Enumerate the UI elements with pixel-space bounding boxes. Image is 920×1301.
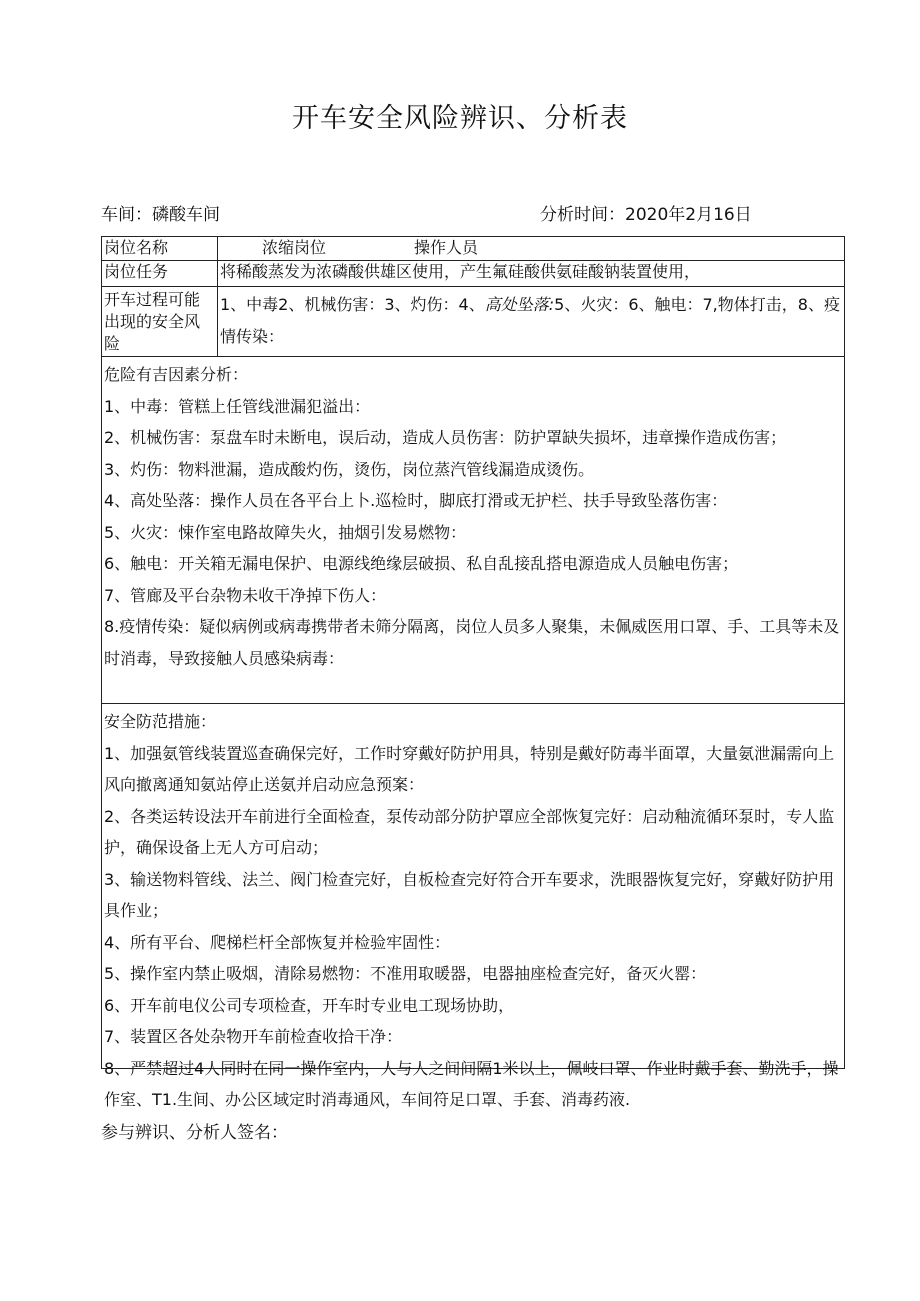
post-task-value: 将稀酸蒸发为浓磷酸供雄区使用，产生氟硅酸供氨硅酸钠装置使用， (220, 262, 701, 281)
risk-label: 开车过程可能出现的安全风险 (102, 287, 218, 356)
post-name-value: 浓缩岗位 (262, 238, 327, 257)
signature-label: 参与辨识、分析人签名： (101, 1123, 288, 1143)
list-item: 1、加强氨管线装置巡查确保完好，工作时穿戴好防护用具，特别是戴好防毒半面罩，大量氨泄漏需向上风向撤离通知氨站停止送氨并启动应急预案： (104, 743, 835, 794)
list-item: 2、各类运转设法开车前进行全面检查，泵传动部分防护罩应全部恢复完好：启动釉流循环泵时，专人监护，确保设备上无人方可启动； (104, 806, 835, 857)
list-item: 6、开车前电仪公司专项检查，开车时专业电工现场协助， (104, 995, 515, 1015)
row-post-name (102, 237, 844, 261)
post-name-cell (218, 237, 844, 260)
safety-heading: 安全防范措施： (104, 712, 217, 731)
list-item: 5、操作室内禁止吸烟，清除易燃物：不准用取暖器，电器抽座检查完好，备灭火罂： (104, 964, 707, 983)
list-item: 7、管廊及平台杂物未收干净掉下伤人： (104, 585, 387, 605)
list-item: 5、火灾：悚作室电路故障失火，抽烟引发易燃物： (104, 522, 467, 542)
list-item: 3、输送物料管线、法兰、阀门检查完好，自板检查完好符合开车要求，洗眼器恢复完好，穿戴好防护用具作业； (104, 869, 835, 920)
list-item: 1、中毒：管糕上任管线泄漏犯溢出： (104, 396, 371, 416)
list-item: 8、严禁超过4人同时在同一操作室内，人与人之间间隔1米以上，佩岐口罩、作业时戴手套、勤洗手，操作室、T1.生间、办公区域定时消毒通风，车间符足口罩、手套、消毒药液. (104, 1058, 839, 1109)
list-item: 7、装置区各处杂物开车前检查收拾干净： (104, 1027, 403, 1046)
workshop-label: 车间：磷酸车间 (101, 205, 220, 225)
post-name-label: 岗位名称 (102, 237, 218, 260)
hazard-heading: 危险有吉因素分析： (104, 365, 249, 384)
page-title: 开车安全风险辨识、分析表 (292, 103, 628, 134)
risk-value-italic: 高处坠落: (484, 295, 555, 314)
risk-analysis-table (101, 236, 845, 1109)
list-item: 4、所有平台、爬梯栏杆全部恢复并检验牢固性： (104, 932, 451, 952)
hazard-section (102, 357, 844, 703)
list-item: 2、机械伤害：泵盘车时未断电，误后动，造成人员伤害：防护罩缺失损坏，违章操作造成伤害； (104, 428, 787, 447)
analysis-time: 分析时间：2020年2月16日 (540, 205, 752, 225)
risk-value (218, 287, 844, 356)
operator-label: 操作人员 (414, 238, 479, 257)
list-item: 8.疫情传染：疑似病例或病毒携带者未筛分隔离，岗位人员多人聚集，未佩威医用口罩、手、工具等未及时消毒，导致接触人员感染病毒： (104, 617, 840, 668)
safety-section (102, 704, 844, 1109)
row-hazard (102, 357, 844, 704)
risk-value-part-b: 5、火灾：6、触电：7,物体打击，8、疫情传染： (220, 295, 840, 346)
post-task-label: 岗位任务 (102, 261, 218, 286)
row-post-task (102, 261, 844, 287)
list-item: 4、高处坠落：操作人员在各平台上卜.巡检时，脚底打滑或无护栏、扶手导致坠落伤害： (104, 491, 728, 510)
list-item: 6、触电：开关箱无漏电保护、电源线绝缘层破损、私自乱接乱搭电源造成人员触电伤害； (104, 554, 739, 573)
row-safety (102, 704, 844, 1109)
row-risks (102, 287, 844, 357)
list-item: 3、灼伤：物料泄漏，造成酸灼伤，烫伤，岗位蒸汽管线漏造成烫伤。 (104, 459, 595, 479)
risk-value-part-a: 1、中毒2、机械伤害：3、灼伤：4、 (220, 295, 485, 314)
